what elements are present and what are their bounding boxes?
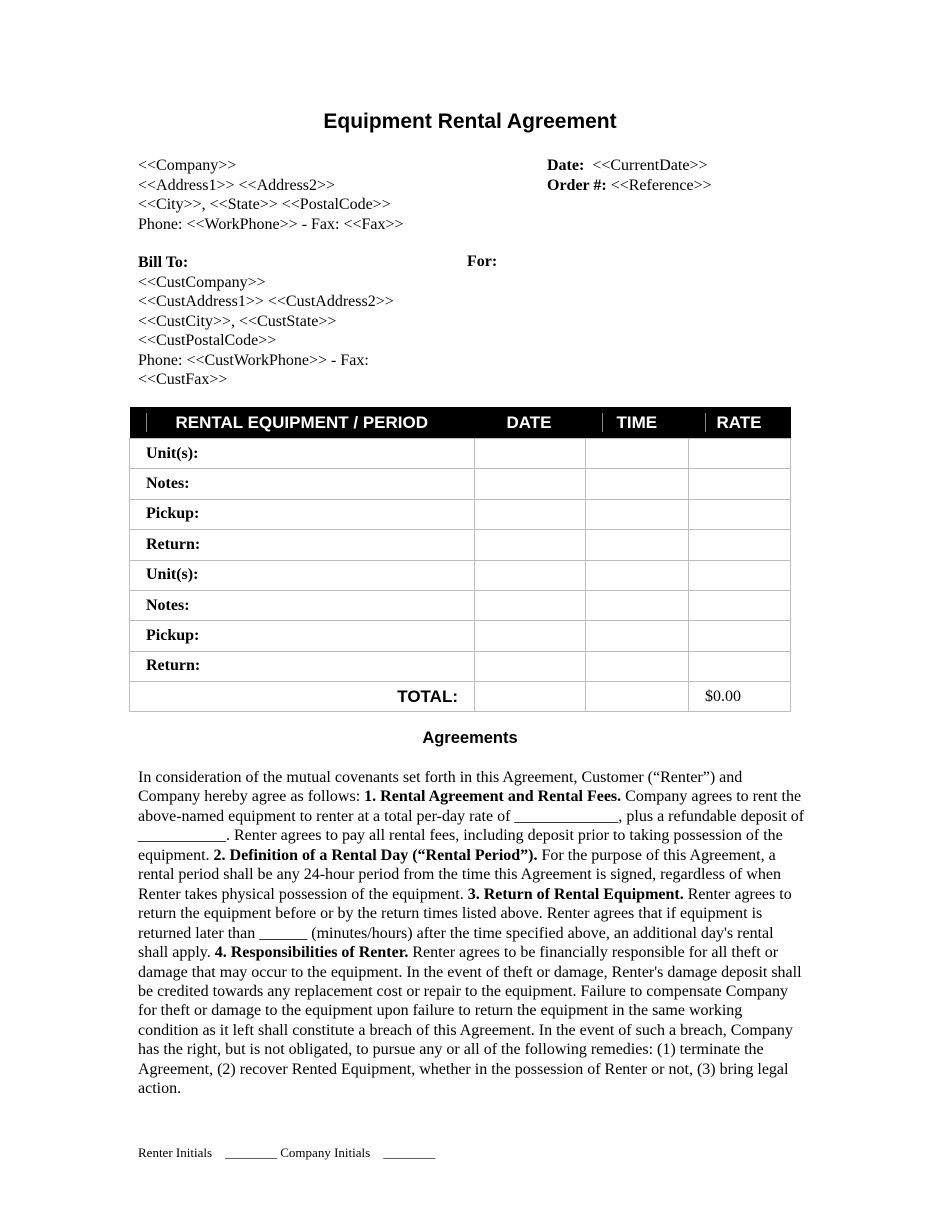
date-line	[547, 156, 712, 176]
table-row	[130, 590, 791, 620]
renter-initials-blank[interactable]: ________	[225, 1145, 278, 1160]
row-label: Unit(s):	[130, 439, 475, 469]
section-1-title: 1. Rental Agreement and Rental Fees.	[364, 788, 622, 806]
date-cell[interactable]	[475, 621, 586, 651]
company-initials-label: Company Initials	[280, 1145, 371, 1160]
section-4-title: 4. Responsibilities of Renter.	[214, 944, 409, 962]
company-address: <<Address1>> <<Address2>>	[138, 176, 336, 194]
time-cell[interactable]	[586, 560, 689, 590]
company-phone-fax: Phone: <<WorkPhone>> - Fax: <<Fax>>	[138, 215, 404, 233]
date-cell[interactable]	[475, 469, 586, 499]
date-cell[interactable]	[475, 560, 586, 590]
agreements-heading: Agreements	[422, 729, 518, 747]
bill-to-label: Bill To:	[138, 254, 189, 271]
rate-cell[interactable]	[689, 530, 791, 560]
time-cell[interactable]	[586, 590, 689, 620]
row-label: Return:	[130, 651, 475, 681]
bill-to-fax: <<CustFax>>	[138, 371, 228, 388]
rate-cell[interactable]	[689, 590, 791, 620]
section-3-title: 3. Return of Rental Equipment.	[467, 885, 684, 903]
time-cell[interactable]	[586, 499, 689, 529]
row-label: Notes:	[130, 469, 475, 499]
order-label: Order #:	[547, 176, 607, 194]
section-2-title: 2. Definition of a Rental Day (“Rental Period”).	[213, 846, 538, 864]
agreements-paragraph: In consideration of the mutual covenants set forth in this Agreement, Customer (“Renter”) and Company hereby agree as follows: 1. Rental Agreement and Rental Fees. Company agrees to rent the above-named equipment to renter at a total per-day rate of _____________, plus a refundable deposit of ___________. Renter agrees to pay all rental fees, including deposit prior to taking possession of the equipment. 2. Definition of a Rental Day (“Rental Period”). For the purpose of this Agreement, a rental period shall be any 24-hour period from the time this Agreement is signed, regardless of when Renter takes physical possession of the equipment. 3. Return of Rental Equipment. Renter agrees to return the equipment before or by the return times listed above. Renter agrees that if equipment is returned later than ______ (minutes/hours) after the time specified above, an additional day's rental shall apply. 4. Responsibilities of Renter. Renter agrees to be financially responsible for all theft or damage that may occur to the equipment. In the event of theft or damage, Renter's damage deposit shall be credited towards any replacement cost or repair to the equipment. Failure to compensate Company for theft or damage to the equipment upon failure to return the equipment in the same working condition as it left shall constitute a breach of this Agreement. In the event of such a breach, Company has the right, but is not obligated, to pursue any or all of the following remedies: (1) terminate the Agreement, (2) recover Rented Equipment, whether in the possession of Renter or not, (3) bring legal action.	[138, 769, 805, 1098]
rate-cell[interactable]	[689, 439, 791, 469]
document-title: Equipment Rental Agreement	[323, 110, 617, 133]
row-label: Return:	[130, 530, 475, 560]
total-row	[130, 682, 791, 712]
header-date: DATE	[475, 407, 586, 439]
total-date-cell	[475, 682, 586, 712]
renter-initials-label: Renter Initials	[138, 1145, 213, 1160]
for-label: For:	[467, 253, 498, 270]
table-header-row	[130, 407, 791, 439]
order-value: <<Reference>>	[610, 176, 712, 194]
row-label: Pickup:	[130, 499, 475, 529]
initials-footer	[138, 1145, 435, 1161]
total-label: TOTAL:	[130, 682, 475, 712]
table-row	[130, 499, 791, 529]
total-time-cell	[586, 682, 689, 712]
date-label: Date:	[547, 157, 585, 174]
bill-to-address: <<CustAddress1>> <<CustAddress2>>	[138, 293, 394, 310]
time-cell[interactable]	[586, 651, 689, 681]
rate-cell[interactable]	[689, 560, 791, 590]
date-cell[interactable]	[475, 590, 586, 620]
company-city-state: <<City>>, <<State>> <<PostalCode>>	[138, 196, 391, 213]
table-row	[130, 651, 791, 681]
total-value: $0.00	[689, 682, 791, 712]
time-cell[interactable]	[586, 439, 689, 469]
order-line	[547, 176, 712, 196]
bill-to-city-state: <<CustCity>>, <<CustState>>	[138, 312, 337, 330]
table-row	[130, 621, 791, 651]
rate-cell[interactable]	[689, 621, 791, 651]
table-row	[130, 560, 791, 590]
time-cell[interactable]	[586, 530, 689, 560]
header-time: TIME	[586, 407, 689, 439]
bill-to-postal: <<CustPostalCode>>	[138, 332, 277, 349]
bill-to-phone-fax: Phone: <<CustWorkPhone>> - Fax:	[138, 351, 369, 369]
header-equipment-period: RENTAL EQUIPMENT / PERIOD	[130, 407, 475, 439]
date-cell[interactable]	[475, 439, 586, 469]
date-value: <<CurrentDate>>	[592, 157, 708, 174]
date-cell[interactable]	[475, 651, 586, 681]
time-cell[interactable]	[586, 621, 689, 651]
rental-table	[129, 407, 791, 712]
bill-to-block	[138, 253, 394, 390]
header-rate: RATE	[689, 407, 791, 439]
date-cell[interactable]	[475, 499, 586, 529]
bill-to-company: <<CustCompany>>	[138, 273, 266, 291]
company-name: <<Company>>	[138, 157, 237, 174]
date-cell[interactable]	[475, 530, 586, 560]
row-label: Unit(s):	[130, 560, 475, 590]
table-row	[130, 469, 791, 499]
row-label: Pickup:	[130, 621, 475, 651]
rate-cell[interactable]	[689, 499, 791, 529]
rate-cell[interactable]	[689, 651, 791, 681]
company-initials-blank[interactable]: ________	[383, 1145, 436, 1160]
table-row	[130, 439, 791, 469]
rate-cell[interactable]	[689, 469, 791, 499]
table-row	[130, 530, 791, 560]
date-order-block	[547, 156, 712, 195]
company-address-block	[138, 156, 404, 234]
row-label: Notes:	[130, 590, 475, 620]
time-cell[interactable]	[586, 469, 689, 499]
